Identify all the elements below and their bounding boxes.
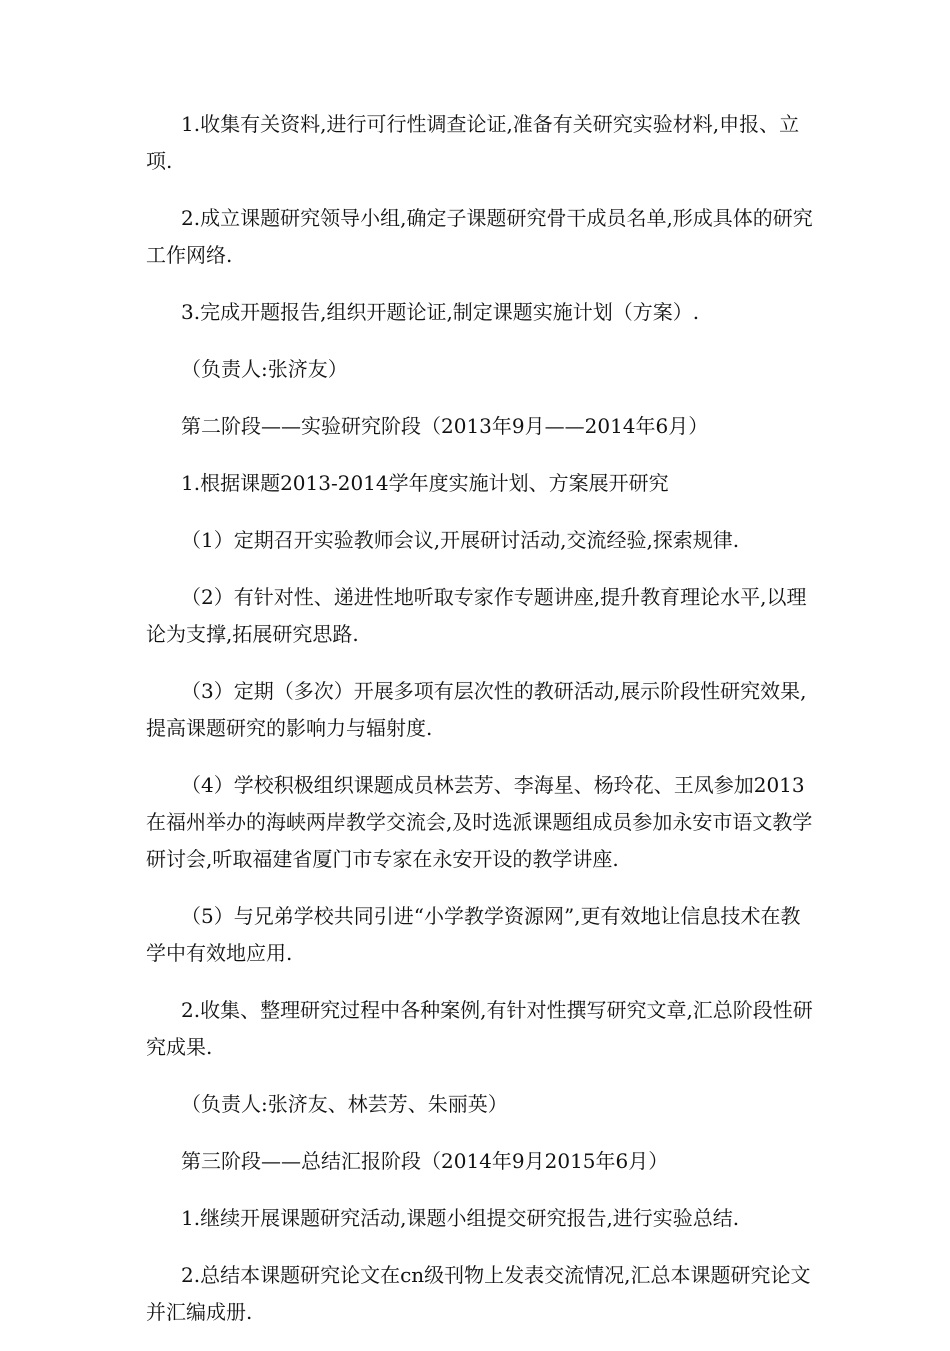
paragraph-item-2: （2）有针对性、递进性地听取专家作专题讲座,提升教育理论水平,以理论为支撑,拓展研究思路.: [146, 585, 807, 646]
paragraph-collect-cases: 2.收集、整理研究过程中各种案例,有针对性撰写研究文章,汇总阶段性研究成果.: [146, 998, 813, 1059]
document-body: [146, 106, 818, 1351]
paragraph-opening-report: 3.完成开题报告,组织开题论证,制定课题实施计划（方案）.: [181, 300, 700, 324]
paragraph-item-4: （4）学校积极组织课题成员林芸芳、李海星、杨玲花、王凤参加2013在福州举办的海峡两岸教学交流会,及时选派课题组成员参加永安市语文教学研讨会,听取福建省厦门市专家在永安开设的教学讲座.: [146, 773, 813, 871]
paragraph-summarize-papers: 2.总结本课题研究论文在cn级刊物上发表交流情况,汇总本课题研究论文并汇编成册.: [146, 1263, 811, 1324]
paragraph-responsible-person-2: （负责人:张济友、林芸芳、朱丽英）: [181, 1092, 508, 1116]
paragraph-item-1: （1）定期召开实验教师会议,开展研讨活动,交流经验,探索规律.: [181, 528, 740, 552]
paragraph-establish-group: 2.成立课题研究领导小组,确定子课题研究骨干成员名单,形成具体的研究工作网络.: [146, 206, 813, 267]
paragraph-item-5: （5）与兄弟学校共同引进“小学教学资源网”,更有效地让信息技术在教学中有效地应用.: [146, 904, 801, 965]
paragraph-continue-research: 1.继续开展课题研究活动,课题小组提交研究报告,进行实验总结.: [181, 1206, 740, 1230]
heading-stage-three: 第三阶段——总结汇报阶段（2014年9月2015年6月）: [181, 1149, 669, 1173]
paragraph-annual-plan: 1.根据课题2013-2014学年度实施计划、方案展开研究: [181, 471, 669, 495]
paragraph-responsible-person-1: （负责人:张济友）: [181, 357, 348, 381]
paragraph-collect-materials: 1.收集有关资料,进行可行性调查论证,准备有关研究实验材料,申报、立项.: [146, 112, 800, 173]
heading-stage-two: 第二阶段——实验研究阶段（2013年9月——2014年6月）: [181, 414, 709, 438]
paragraph-item-3: （3）定期（多次）开展多项有层次性的教研活动,展示阶段性研究效果,提高课题研究的影响力与辐射度.: [146, 679, 807, 740]
